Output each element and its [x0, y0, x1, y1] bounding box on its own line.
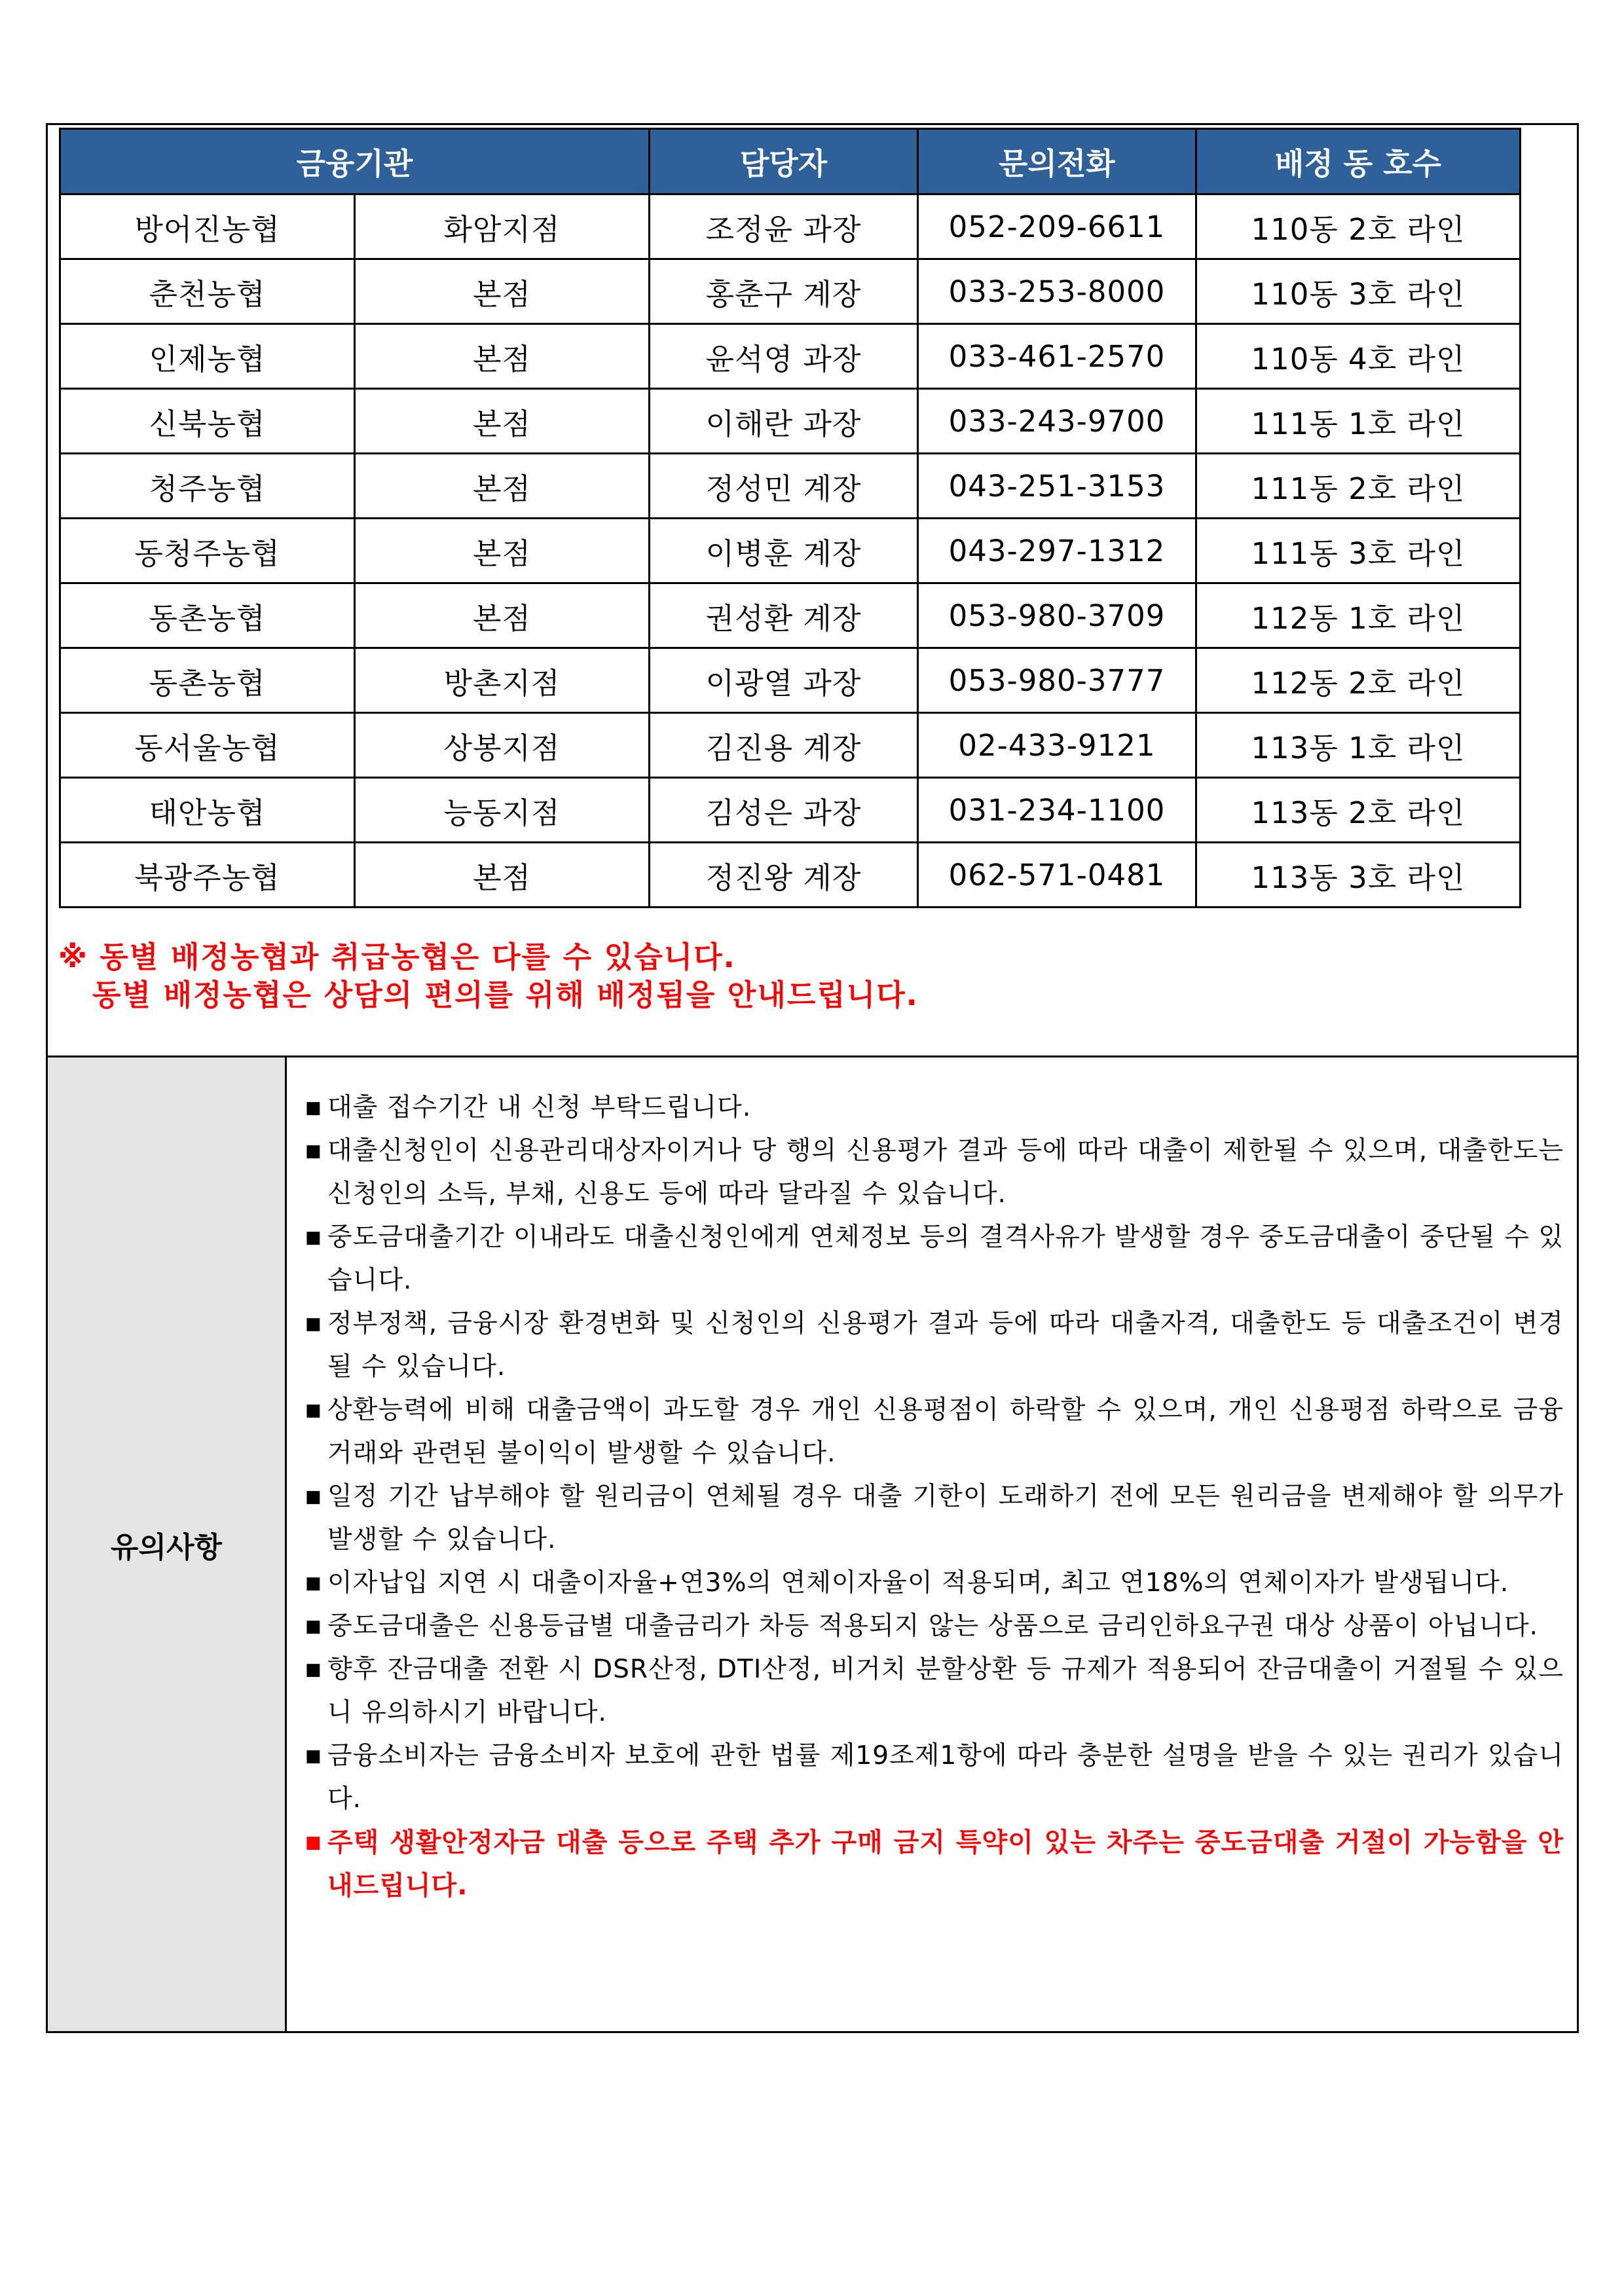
square-bullet-icon: ■ — [305, 1314, 322, 1334]
cell-branch: 본점 — [355, 389, 650, 454]
cell-assignment: 112동 2호 라인 — [1196, 648, 1521, 713]
cell-assignment: 112동 1호 라인 — [1196, 583, 1521, 648]
cell-institution: 동서울농협 — [60, 713, 355, 778]
cell-phone: 033-243-9700 — [918, 389, 1196, 454]
cell-phone: 053-980-3777 — [918, 648, 1196, 713]
header-institution: 금융기관 — [60, 129, 650, 194]
header-contact: 담당자 — [650, 129, 918, 194]
caution-text: 이자납입 지연 시 대출이자율+연3%의 연체이자율이 적용되며, 최고 연18%의 연체이자가 발생됩니다. — [327, 1568, 1509, 1598]
cell-branch: 본점 — [355, 454, 650, 519]
table-row — [60, 519, 1521, 583]
cell-assignment: 113동 1호 라인 — [1196, 713, 1521, 778]
cell-assignment: 110동 3호 라인 — [1196, 259, 1521, 324]
square-bullet-icon: ■ — [305, 1228, 322, 1247]
cell-contact: 김진용 계장 — [650, 713, 918, 778]
caution-item — [305, 1605, 1564, 1648]
cell-institution: 춘천농협 — [60, 259, 355, 324]
table-row — [60, 194, 1521, 259]
cell-institution: 청주농협 — [60, 454, 355, 519]
square-bullet-icon: ■ — [305, 1487, 322, 1507]
cell-contact: 윤석영 과장 — [650, 324, 918, 389]
cell-branch: 본점 — [355, 519, 650, 583]
caution-text: 중도금대출기간 이내라도 대출신청인에게 연체정보 등의 결격사유가 발생할 경우 중도금대출이 중단될 수 있습니다. — [327, 1222, 1564, 1295]
cell-branch: 능동지점 — [355, 778, 650, 843]
table-header-row — [60, 129, 1521, 194]
cell-phone: 043-251-3153 — [918, 454, 1196, 519]
caution-item — [305, 1129, 1564, 1216]
cell-assignment: 111동 3호 라인 — [1196, 519, 1521, 583]
cautions-section — [48, 1057, 1577, 2031]
cautions-list — [287, 1057, 1577, 2031]
table-row — [60, 454, 1521, 519]
caution-text: 일정 기간 납부해야 할 원리금이 연체될 경우 대출 기한이 도래하기 전에 모든 원리금을 변제해야 할 의무가 발생할 수 있습니다. — [327, 1482, 1564, 1554]
cell-branch: 본점 — [355, 259, 650, 324]
cell-phone: 033-461-2570 — [918, 324, 1196, 389]
cell-institution: 태안농협 — [60, 778, 355, 843]
cell-phone: 043-297-1312 — [918, 519, 1196, 583]
cautions-label: 유의사항 — [48, 1057, 287, 2031]
header-assignment: 배정 동 호수 — [1196, 129, 1521, 194]
notice-line-2: 동별 배정농협은 상담의 편의를 위해 배정됨을 안내드립니다. — [92, 978, 919, 1012]
cell-contact: 정성민 계장 — [650, 454, 918, 519]
table-row — [60, 648, 1521, 713]
caution-text: 대출 접수기간 내 신청 부탁드립니다. — [327, 1093, 752, 1122]
cell-institution: 동청주농협 — [60, 519, 355, 583]
square-bullet-icon: ■ — [305, 1098, 322, 1118]
cell-branch: 방촌지점 — [355, 648, 650, 713]
square-bullet-icon: ■ — [305, 1401, 322, 1420]
cell-institution: 동촌농협 — [60, 648, 355, 713]
caution-item — [305, 1735, 1564, 1821]
cell-assignment: 110동 2호 라인 — [1196, 194, 1521, 259]
cell-phone: 052-209-6611 — [918, 194, 1196, 259]
table-row — [60, 843, 1521, 908]
cell-institution: 신북농협 — [60, 389, 355, 454]
caution-text: 정부정책, 금융시장 환경변화 및 신청인의 신용평가 결과 등에 따라 대출자격, 대출한도 등 대출조건이 변경될 수 있습니다. — [327, 1309, 1564, 1382]
cell-assignment: 111동 1호 라인 — [1196, 389, 1521, 454]
cell-phone: 062-571-0481 — [918, 843, 1196, 908]
document-frame — [46, 123, 1579, 2033]
caution-text: 금융소비자는 금융소비자 보호에 관한 법률 제19조제1항에 따라 충분한 설명을 받을 수 있는 권리가 있습니다. — [327, 1741, 1564, 1814]
cell-phone: 053-980-3709 — [918, 583, 1196, 648]
table-row — [60, 778, 1521, 843]
caution-item — [305, 1648, 1564, 1735]
cell-phone: 02-433-9121 — [918, 713, 1196, 778]
assignment-notice — [58, 938, 919, 1014]
caution-item — [305, 1086, 1564, 1129]
table-row — [60, 583, 1521, 648]
cell-contact: 권성환 계장 — [650, 583, 918, 648]
caution-item — [305, 1475, 1564, 1562]
cell-contact: 이광열 과장 — [650, 648, 918, 713]
cell-assignment: 113동 2호 라인 — [1196, 778, 1521, 843]
caution-item — [305, 1302, 1564, 1389]
square-bullet-icon: ■ — [305, 1660, 322, 1680]
caution-item — [305, 1216, 1564, 1302]
cell-contact: 김성은 과장 — [650, 778, 918, 843]
cell-assignment: 113동 3호 라인 — [1196, 843, 1521, 908]
caution-text: 상환능력에 비해 대출금액이 과도할 경우 개인 신용평점이 하락할 수 있으며, 개인 신용평점 하락으로 금융거래와 관련된 불이익이 발생할 수 있습니다. — [327, 1395, 1564, 1468]
cell-institution: 인제농협 — [60, 324, 355, 389]
caution-item-highlight — [305, 1821, 1564, 1907]
cell-phone: 033-253-8000 — [918, 259, 1196, 324]
cell-branch: 본점 — [355, 843, 650, 908]
square-bullet-icon: ■ — [305, 1141, 322, 1161]
contact-section — [48, 125, 1577, 1057]
caution-text: 대출신청인이 신용관리대상자이거나 당 행의 신용평가 결과 등에 따라 대출이 제한될 수 있으며, 대출한도는 신청인의 소득, 부채, 신용도 등에 따라 달라질 수 있습니다. — [327, 1136, 1564, 1209]
cell-branch: 본점 — [355, 583, 650, 648]
cell-contact: 홍춘구 계장 — [650, 259, 918, 324]
cell-phone: 031-234-1100 — [918, 778, 1196, 843]
table-row — [60, 324, 1521, 389]
table-row — [60, 389, 1521, 454]
caution-item — [305, 1562, 1564, 1605]
header-phone: 문의전화 — [918, 129, 1196, 194]
cell-assignment: 111동 2호 라인 — [1196, 454, 1521, 519]
caution-text: 중도금대출은 신용등급별 대출금리가 차등 적용되지 않는 상품으로 금리인하요구권 대상 상품이 아닙니다. — [327, 1611, 1539, 1641]
square-bullet-icon: ■ — [305, 1573, 322, 1593]
caution-text: 주택 생활안정자금 대출 등으로 주택 추가 구매 금지 특약이 있는 차주는 중도금대출 거절이 가능함을 안내드립니다. — [327, 1827, 1564, 1901]
table-row — [60, 713, 1521, 778]
cell-assignment: 110동 4호 라인 — [1196, 324, 1521, 389]
cell-branch: 본점 — [355, 324, 650, 389]
cell-branch: 화암지점 — [355, 194, 650, 259]
caution-text: 향후 잔금대출 전환 시 DSR산정, DTI산정, 비거치 분할상환 등 규제가 적용되어 잔금대출이 거절될 수 있으니 유의하시기 바랍니다. — [327, 1655, 1564, 1727]
cell-contact: 정진왕 계장 — [650, 843, 918, 908]
square-bullet-icon: ■ — [305, 1617, 322, 1636]
cell-branch: 상봉지점 — [355, 713, 650, 778]
contact-table — [59, 128, 1521, 908]
cell-institution: 동촌농협 — [60, 583, 355, 648]
caution-item — [305, 1389, 1564, 1475]
cell-contact: 이병훈 계장 — [650, 519, 918, 583]
cell-contact: 조정윤 과장 — [650, 194, 918, 259]
square-bullet-icon: ■ — [305, 1833, 322, 1852]
square-bullet-icon: ■ — [305, 1746, 322, 1766]
cell-institution: 방어진농협 — [60, 194, 355, 259]
notice-line-1: ※ 동별 배정농협과 취급농협은 다를 수 있습니다. — [58, 940, 736, 974]
cell-contact: 이해란 과장 — [650, 389, 918, 454]
cell-institution: 북광주농협 — [60, 843, 355, 908]
table-row — [60, 259, 1521, 324]
